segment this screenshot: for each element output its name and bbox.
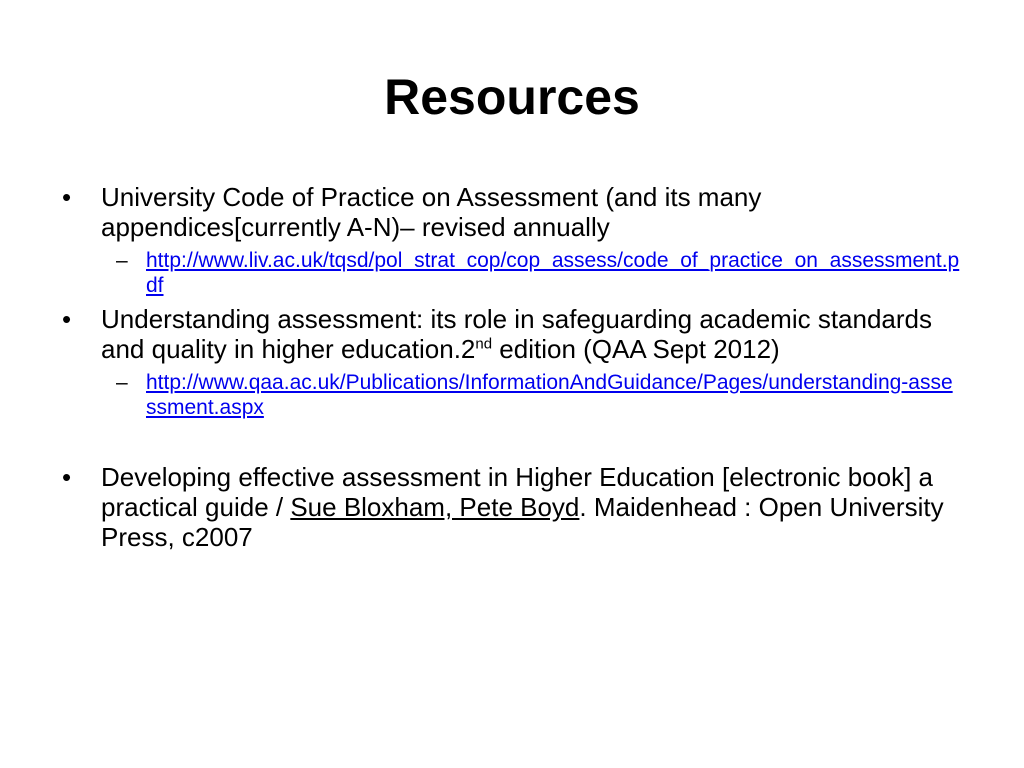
bullet-item-code-of-practice	[62, 182, 962, 242]
spacer	[62, 426, 962, 462]
sub-item-qaa-link	[62, 370, 962, 420]
qaa-link[interactable]: http://www.qaa.ac.uk/Publications/InformationAndGuidance/Pages/understanding-assessment.aspx	[146, 371, 953, 419]
bullet-text: University Code of Practice on Assessment (and its many appendices[currently A-N)– revised annually	[101, 182, 762, 242]
dash-icon: –	[116, 371, 128, 394]
code-of-practice-link[interactable]: http://www.liv.ac.uk/tqsd/pol_strat_cop/cop_assess/code_of_practice_on_assessment.pdf	[146, 249, 960, 297]
bullet-text-after: . Maidenhead : Open University Press, c2007	[101, 492, 944, 552]
bullet-icon: •	[62, 462, 72, 492]
bullet-text-before: Understanding assessment: its role in safeguarding academic standards and quality in higher education.2	[101, 304, 933, 364]
bullet-text-before: Developing effective assessment in Higher Education [electronic book] a practical guide /	[101, 462, 933, 522]
bullet-item-developing-assessment	[62, 462, 962, 552]
authors-link[interactable]: Sue Bloxham, Pete Boyd	[290, 492, 580, 522]
bullet-icon: •	[62, 304, 72, 334]
bullet-text-after: edition (QAA Sept 2012)	[492, 334, 780, 364]
slide-title: Resources	[384, 69, 640, 125]
bullet-list	[62, 182, 962, 558]
sub-item-code-of-practice-link	[62, 248, 962, 298]
dash-icon: –	[116, 249, 128, 272]
ordinal-superscript: nd	[475, 335, 493, 353]
bullet-item-understanding-assessment	[62, 304, 962, 364]
bullet-icon: •	[62, 182, 72, 212]
